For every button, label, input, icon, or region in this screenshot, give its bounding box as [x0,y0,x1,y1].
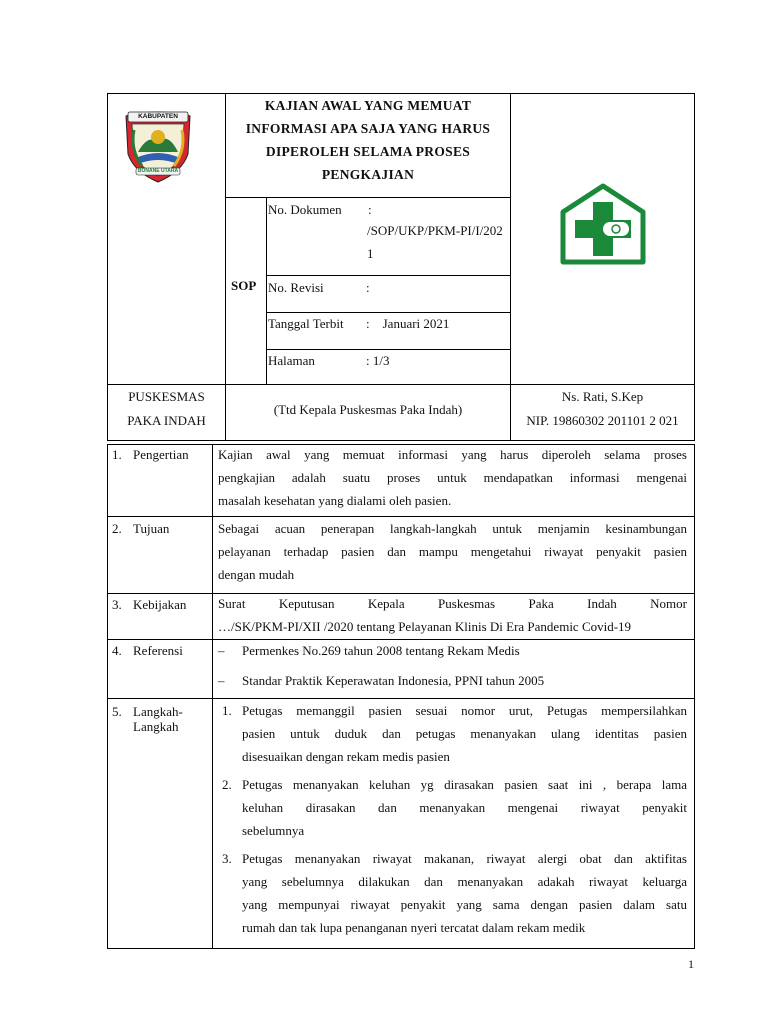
body-bottom-border [107,948,695,949]
step-line: yang sebelumnya dilakukan dan menanyakan adakah riwayat keluarga [242,874,687,889]
step-line: Petugas menanyakan riwayat makanan, riwayat alergi obat dan aktifitas [242,851,687,866]
tujuan-label: Tujuan [133,521,170,536]
step-line: pasien untuk duduk dan petugas menanyakan ulang identitas pasien [242,726,687,741]
step-2-number: 2. [222,777,232,792]
crest-bottom-text: BONANE UTARA [137,168,179,174]
title-line-2: INFORMASI APA SAJA YANG HARUS [245,121,491,136]
puskesmas-name-line-2: PAKA INDAH [127,413,206,428]
crest-top-text: KABUPATEN [138,113,178,120]
pengertian-text [218,443,687,512]
kebijakan-text [218,592,687,638]
kebijakan-number: 3. [112,597,122,612]
step-line: yang mempunyai riwayat penyakit yang sama dengan pasien dalam satu [242,897,687,912]
signatory-name: Ns. Rati, S.Kep [561,389,644,404]
tujuan-line: pelayanan terhadap pasien dan mampu mengetahui riwayat penyakit pasien [218,544,687,559]
tujuan-line: Sebagai acuan penerapan langkah-langkah untuk menjamin kesinambungan [218,521,687,536]
ttd-placeholder: (Ttd Kepala Puskesmas Paka Indah) [273,402,463,417]
sop-divider [266,197,267,384]
field-line-3 [266,349,510,350]
title-line-3: DIPEROLEH SELAMA PROSES [265,144,471,159]
puskesmas-name-line-1: PUSKESMAS [128,389,205,404]
step-line: Petugas memanggil pasien sesuai nomor urut, Petugas mempersilahkan [242,703,687,718]
field-line-1 [266,275,510,276]
step-line: rumah dan tak lupa penanganan nyeri tercatat dalam rekam medik [242,920,586,935]
step-1-text [242,699,687,768]
pengertian-line: pengkajian adalah suatu proses untuk mendapatkan informasi mengenai [218,470,687,485]
referensi-item-1: Permenkes No.269 tahun 2008 tentang Rekam Medis [242,643,520,658]
langkah-label-2: Langkah [133,719,179,734]
pengertian-line: Kajian awal yang memuat informasi yang harus diperoleh selama proses [218,447,687,462]
signatory-nip: NIP. 19860302 201101 2 021 [526,413,679,428]
body-column-divider [212,444,213,949]
step-line: Petugas menanyakan keluhan yg dirasakan pasien saat ini , berapa lama [242,777,687,792]
row-divider-3 [107,639,695,640]
langkah-label-1: Langkah- [133,704,183,719]
no-dokumen-label: No. Dokumen [268,202,342,217]
referensi-bullet-2: – [218,673,225,688]
health-cross-icon [559,182,647,266]
step-3-text [242,847,687,939]
referensi-bullet-1: – [218,643,225,658]
langkah-number: 5. [112,704,122,719]
step-1-number: 1. [222,703,232,718]
no-dokumen-value-wrap: 1 [367,246,374,261]
pengertian-line: masalah kesehatan yang dialami oleh pasien. [218,493,452,508]
referensi-number: 4. [112,643,122,658]
no-dokumen-colon: : [368,202,372,217]
step-line: keluhan dirasakan dan menanyakan mengenai riwayat penyakit [242,800,687,815]
header-right-border [694,93,695,441]
step-2-text [242,773,687,842]
sop-label: SOP [231,278,257,293]
tanggal-terbit-value: : Januari 2021 [366,316,450,331]
pengertian-label: Pengertian [133,447,189,462]
health-cross-logo [559,182,647,266]
header-bottom-line [107,440,695,441]
document-title [226,94,510,186]
kebijakan-label: Kebijakan [133,597,187,612]
step-3-number: 3. [222,851,232,866]
kebijakan-line: Surat Keputusan Kepala Puskesmas Paka Indah Nomor [218,596,687,611]
referensi-label: Referensi [133,643,183,658]
tujuan-number: 2. [112,521,122,536]
referensi-item-2: Standar Praktik Keperawatan Indonesia, PPNI tahun 2005 [242,673,545,688]
kabupaten-crest-logo [120,106,196,184]
no-dokumen-value: /SOP/UKP/PKM-PI/I/202 [367,223,503,238]
no-revisi-label: No. Revisi [268,280,324,295]
tanggal-terbit-label: Tanggal Terbit [268,316,344,331]
tujuan-line: dengan mudah [218,567,295,582]
header-middle-line [107,384,695,385]
kebijakan-line: …/SK/PKM-PI/XII /2020 tentang Pelayanan Klinis Di Era Pandemic Covid-19 [218,619,632,634]
field-line-2 [266,312,510,313]
title-bottom-line [225,197,510,198]
title-line-1: KAJIAN AWAL YANG MEMUAT [264,98,472,113]
halaman-value: : 1/3 [366,353,390,368]
title-line-4: PENGKAJIAN [321,167,415,182]
pengertian-number: 1. [112,447,122,462]
no-revisi-value: : [366,280,370,295]
halaman-label: Halaman [268,353,315,368]
body-left-border [107,444,108,949]
tujuan-text [218,517,687,586]
body-right-border [694,444,695,949]
page-number: 1 [688,957,694,971]
step-line: sebelumnya [242,823,305,838]
step-line: disesuaikan dengan rekam medis pasien [242,749,450,764]
